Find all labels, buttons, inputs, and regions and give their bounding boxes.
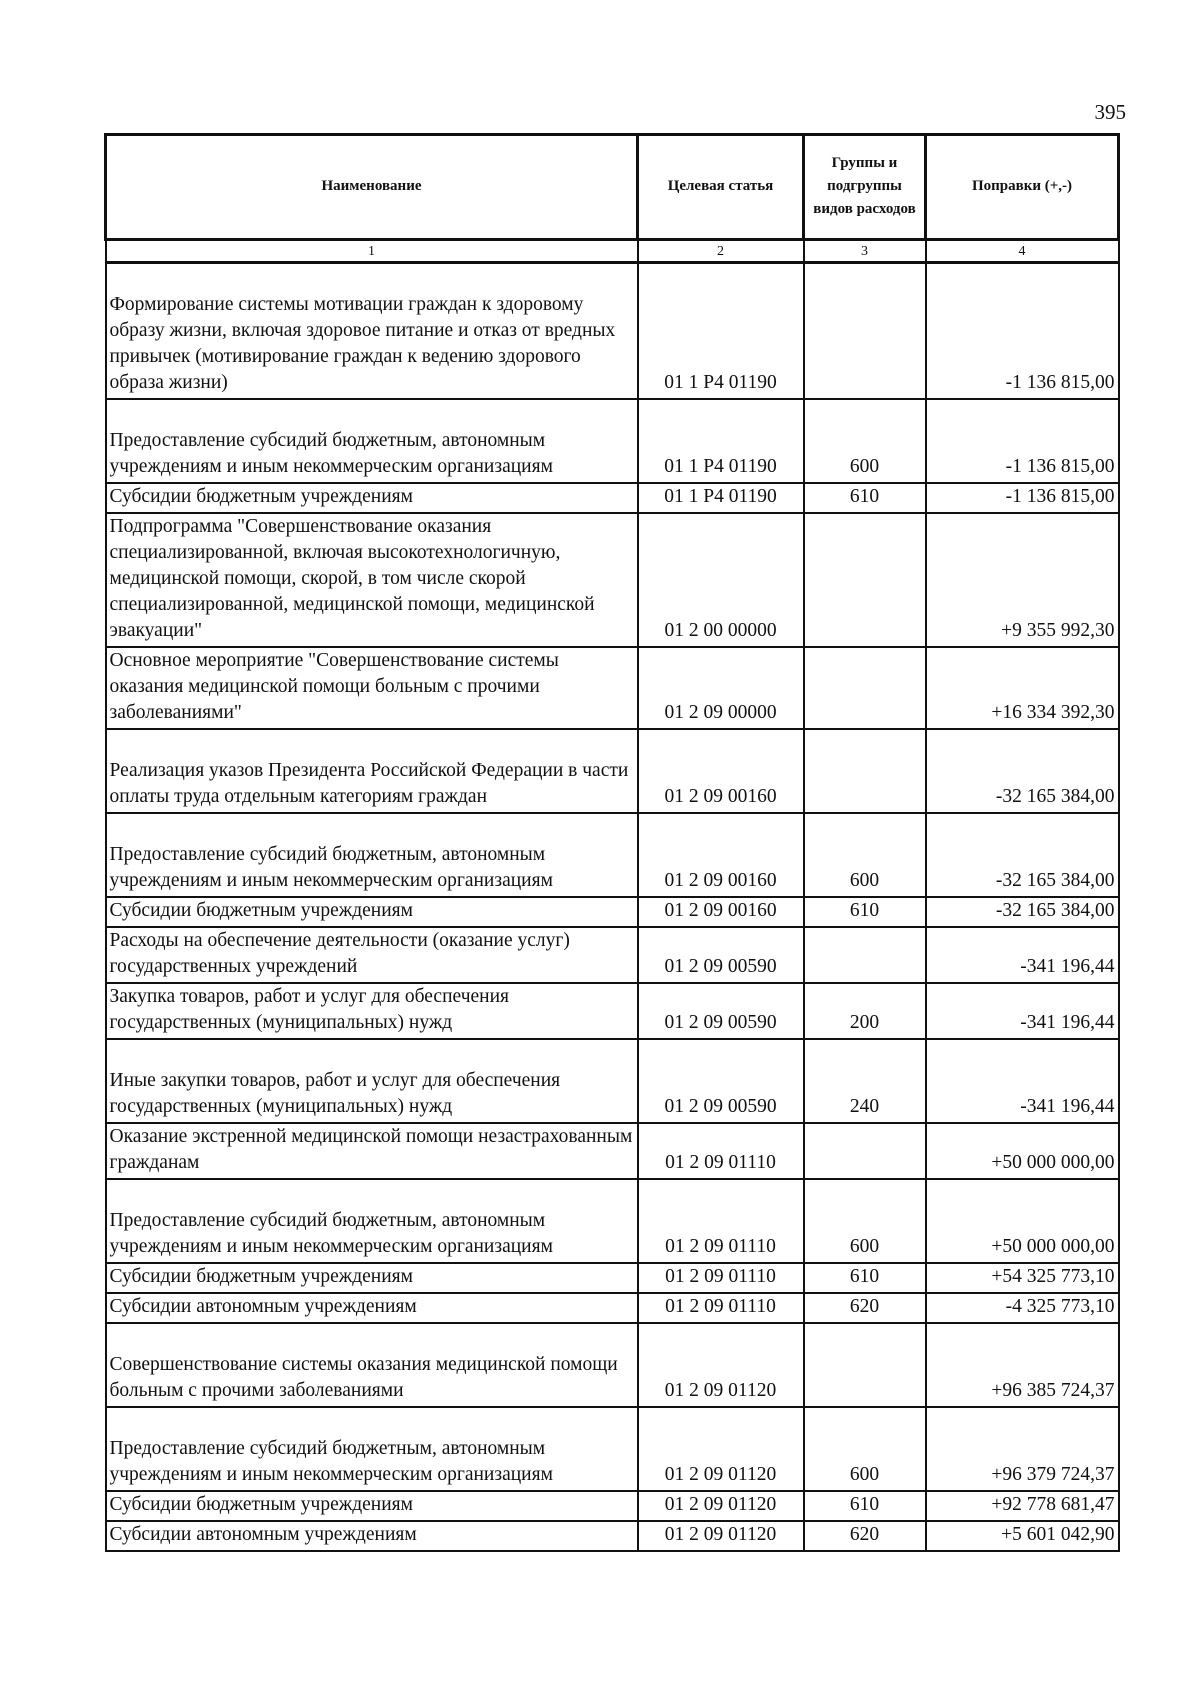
row-name: Совершенствование системы оказания медицинской помощи больным с прочими заболеваниями (106, 1323, 638, 1407)
row-expense-group: 600 (804, 1179, 926, 1263)
row-target-article: 01 2 09 00590 (638, 983, 804, 1039)
row-target-article: 01 2 09 01110 (638, 1123, 804, 1179)
row-amendment: -32 165 384,00 (926, 897, 1119, 927)
row-name: Субсидии бюджетным учреждениям (106, 897, 638, 927)
table-row (106, 813, 1119, 897)
header-name: Наименование (106, 135, 638, 240)
row-target-article: 01 2 09 01110 (638, 1263, 804, 1293)
table-row (106, 1293, 1119, 1323)
table-row (106, 927, 1119, 983)
row-expense-group (804, 1123, 926, 1179)
table-row (106, 1521, 1119, 1551)
table-row (106, 1179, 1119, 1263)
table-row (106, 647, 1119, 729)
table-row (106, 263, 1119, 400)
row-expense-group (804, 263, 926, 400)
row-name: Формирование системы мотивации граждан к здоровому образу жизни, включая здоровое питание и отказ от вредных привычек (мотивирование граждан к ведению здорового образа жизни) (106, 263, 638, 400)
table-row (106, 1123, 1119, 1179)
row-name: Предоставление субсидий бюджетным, автономным учреждениям и иным некоммерческим организациям (106, 813, 638, 897)
row-target-article: 01 2 09 01110 (638, 1293, 804, 1323)
row-expense-group (804, 513, 926, 647)
row-expense-group: 600 (804, 813, 926, 897)
row-expense-group (804, 729, 926, 813)
row-expense-group (804, 647, 926, 729)
row-expense-group: 200 (804, 983, 926, 1039)
budget-amendments-table (104, 133, 1120, 1552)
row-amendment: -1 136 815,00 (926, 399, 1119, 483)
row-expense-group: 610 (804, 1263, 926, 1293)
row-amendment: -1 136 815,00 (926, 263, 1119, 400)
row-name: Иные закупки товаров, работ и услуг для обеспечения государственных (муниципальных) нужд (106, 1039, 638, 1123)
header-target-article: Целевая статья (638, 135, 804, 240)
row-expense-group: 620 (804, 1521, 926, 1551)
row-expense-group: 610 (804, 897, 926, 927)
row-amendment: -1 136 815,00 (926, 483, 1119, 513)
row-name: Субсидии бюджетным учреждениям (106, 1263, 638, 1293)
row-expense-group: 240 (804, 1039, 926, 1123)
row-expense-group (804, 927, 926, 983)
row-target-article: 01 2 09 01120 (638, 1323, 804, 1407)
row-expense-group: 600 (804, 1407, 926, 1491)
row-name: Основное мероприятие "Совершенствование системы оказания медицинской помощи больным с прочими заболеваниями" (106, 647, 638, 729)
row-amendment: +50 000 000,00 (926, 1123, 1119, 1179)
row-target-article: 01 1 P4 01190 (638, 483, 804, 513)
row-target-article: 01 2 09 00590 (638, 1039, 804, 1123)
row-amendment: -341 196,44 (926, 1039, 1119, 1123)
row-amendment: -32 165 384,00 (926, 729, 1119, 813)
row-amendment: +9 355 992,30 (926, 513, 1119, 647)
table-row (106, 897, 1119, 927)
row-amendment: +96 379 724,37 (926, 1407, 1119, 1491)
column-number: 3 (804, 240, 926, 263)
row-amendment: -341 196,44 (926, 927, 1119, 983)
row-name: Предоставление субсидий бюджетным, автономным учреждениям и иным некоммерческим организациям (106, 1179, 638, 1263)
row-amendment: +96 385 724,37 (926, 1323, 1119, 1407)
page-number: 395 (1094, 100, 1126, 124)
row-target-article: 01 1 P4 01190 (638, 263, 804, 400)
row-amendment: -4 325 773,10 (926, 1293, 1119, 1323)
row-name: Субсидии бюджетным учреждениям (106, 1491, 638, 1521)
row-target-article: 01 2 09 01110 (638, 1179, 804, 1263)
row-expense-group: 610 (804, 1491, 926, 1521)
column-number-row (106, 240, 1119, 263)
row-name: Расходы на обеспечение деятельности (оказание услуг) государственных учреждений (106, 927, 638, 983)
table-row (106, 1039, 1119, 1123)
row-target-article: 01 2 09 00160 (638, 729, 804, 813)
table-row (106, 729, 1119, 813)
table-row (106, 1407, 1119, 1491)
column-number: 4 (926, 240, 1119, 263)
table-row (106, 399, 1119, 483)
row-amendment: -32 165 384,00 (926, 813, 1119, 897)
row-target-article: 01 2 09 01120 (638, 1521, 804, 1551)
row-target-article: 01 2 00 00000 (638, 513, 804, 647)
row-expense-group: 610 (804, 483, 926, 513)
column-number: 2 (638, 240, 804, 263)
row-name: Реализация указов Президента Российской Федерации в части оплаты труда отдельным категориям граждан (106, 729, 638, 813)
header-expense-groups: Группы и подгруппы видов расходов (804, 135, 926, 240)
table-row (106, 483, 1119, 513)
row-name: Предоставление субсидий бюджетным, автономным учреждениям и иным некоммерческим организациям (106, 1407, 638, 1491)
table-body (106, 263, 1119, 1552)
row-target-article: 01 2 09 01120 (638, 1407, 804, 1491)
row-amendment: +50 000 000,00 (926, 1179, 1119, 1263)
row-amendment: -341 196,44 (926, 983, 1119, 1039)
column-number: 1 (106, 240, 638, 263)
row-amendment: +92 778 681,47 (926, 1491, 1119, 1521)
row-target-article: 01 2 09 00160 (638, 897, 804, 927)
row-name: Предоставление субсидий бюджетным, автономным учреждениям и иным некоммерческим организациям (106, 399, 638, 483)
row-name: Субсидии бюджетным учреждениям (106, 483, 638, 513)
row-amendment: +54 325 773,10 (926, 1263, 1119, 1293)
table-row (106, 513, 1119, 647)
row-name: Субсидии автономным учреждениям (106, 1521, 638, 1551)
row-name: Оказание экстренной медицинской помощи незастрахованным гражданам (106, 1123, 638, 1179)
table-row (106, 983, 1119, 1039)
row-target-article: 01 2 09 00590 (638, 927, 804, 983)
row-target-article: 01 2 09 00160 (638, 813, 804, 897)
row-expense-group: 600 (804, 399, 926, 483)
row-expense-group: 620 (804, 1293, 926, 1323)
header-amendments: Поправки (+,-) (926, 135, 1119, 240)
row-amendment: +5 601 042,90 (926, 1521, 1119, 1551)
row-name: Закупка товаров, работ и услуг для обеспечения государственных (муниципальных) нужд (106, 983, 638, 1039)
table-row (106, 1263, 1119, 1293)
table-header-row (106, 135, 1119, 240)
table-row (106, 1323, 1119, 1407)
row-target-article: 01 2 09 01120 (638, 1491, 804, 1521)
row-target-article: 01 2 09 00000 (638, 647, 804, 729)
row-expense-group (804, 1323, 926, 1407)
table-row (106, 1491, 1119, 1521)
row-target-article: 01 1 P4 01190 (638, 399, 804, 483)
row-name: Подпрограмма "Совершенствование оказания специализированной, включая высокотехнологичную, медицинской помощи, скорой, в том числе скорой специализированной, медицинской помощи, медицинской эвакуации" (106, 513, 638, 647)
row-amendment: +16 334 392,30 (926, 647, 1119, 729)
row-name: Субсидии автономным учреждениям (106, 1293, 638, 1323)
